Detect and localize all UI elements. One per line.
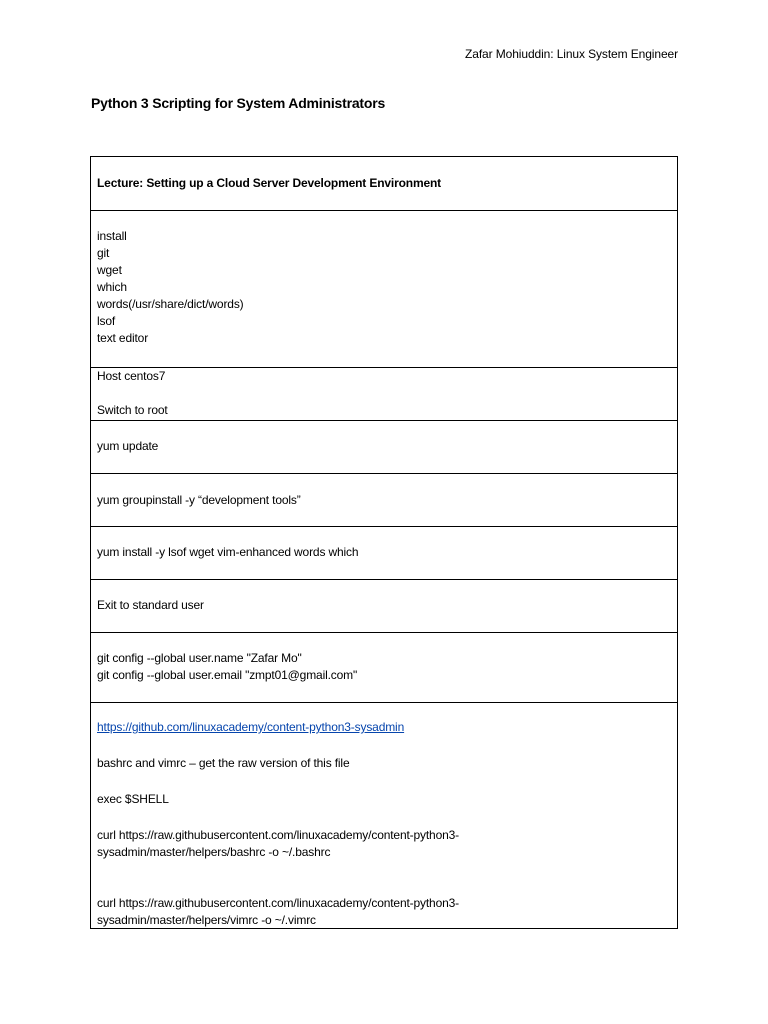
bashrc-note-text: bashrc and vimrc – get the raw version of this file	[97, 756, 350, 770]
exit-user-text: Exit to standard user	[97, 598, 204, 612]
git-config-name-text: git config --global user.name "Zafar Mo"	[97, 651, 302, 665]
exit-user-row	[91, 579, 677, 632]
repo-link[interactable]: https://github.com/linuxacademy/content-python3-sysadmin	[97, 720, 405, 734]
curl-bashrc-line2: sysadmin/master/helpers/bashrc -o ~/.bashrc	[97, 845, 331, 859]
page-title: Python 3 Scripting for System Administrators	[91, 95, 386, 111]
host-text: Host centos7	[97, 369, 166, 383]
exec-shell-text: exec $SHELL	[97, 792, 169, 806]
git-config-row	[91, 632, 677, 702]
curl-vimrc-line1: curl https://raw.githubusercontent.com/linuxacademy/content-python3-	[97, 896, 459, 910]
lecture-row	[91, 157, 677, 210]
spacer	[97, 878, 671, 895]
yum-update-row	[91, 420, 677, 473]
steps-table	[90, 156, 678, 929]
curl-bashrc-line1: curl https://raw.githubusercontent.com/linuxacademy/content-python3-	[97, 828, 459, 842]
spacer	[97, 861, 671, 878]
list-item: git	[97, 246, 110, 260]
list-item: which	[97, 280, 127, 294]
spacer	[97, 385, 671, 402]
list-item: wget	[97, 263, 122, 277]
dotfiles-row	[91, 702, 677, 928]
yum-groupinstall-row	[91, 473, 677, 526]
list-item: install	[97, 229, 127, 243]
spacer	[97, 772, 671, 791]
switch-root-text: Switch to root	[97, 403, 168, 417]
yum-groupinstall-text: yum groupinstall -y “development tools”	[97, 493, 301, 507]
lecture-title: Lecture: Setting up a Cloud Server Development Environment	[97, 176, 442, 190]
list-item: lsof	[97, 314, 116, 328]
yum-update-text: yum update	[97, 439, 159, 453]
spacer	[97, 736, 671, 755]
yum-install-text: yum install -y lsof wget vim-enhanced words which	[97, 545, 359, 559]
yum-install-row	[91, 526, 677, 579]
list-item: words(/usr/share/dict/words)	[97, 297, 244, 311]
spacer	[97, 808, 671, 827]
curl-vimrc-line2: sysadmin/master/helpers/vimrc -o ~/.vimrc	[97, 913, 316, 927]
header-author: Zafar Mohiuddin: Linux System Engineer	[465, 47, 678, 61]
git-config-email-text: git config --global user.email "zmpt01@gmail.com"	[97, 668, 358, 682]
host-row	[91, 367, 677, 420]
list-item: text editor	[97, 331, 149, 345]
install-list-row	[91, 210, 677, 367]
